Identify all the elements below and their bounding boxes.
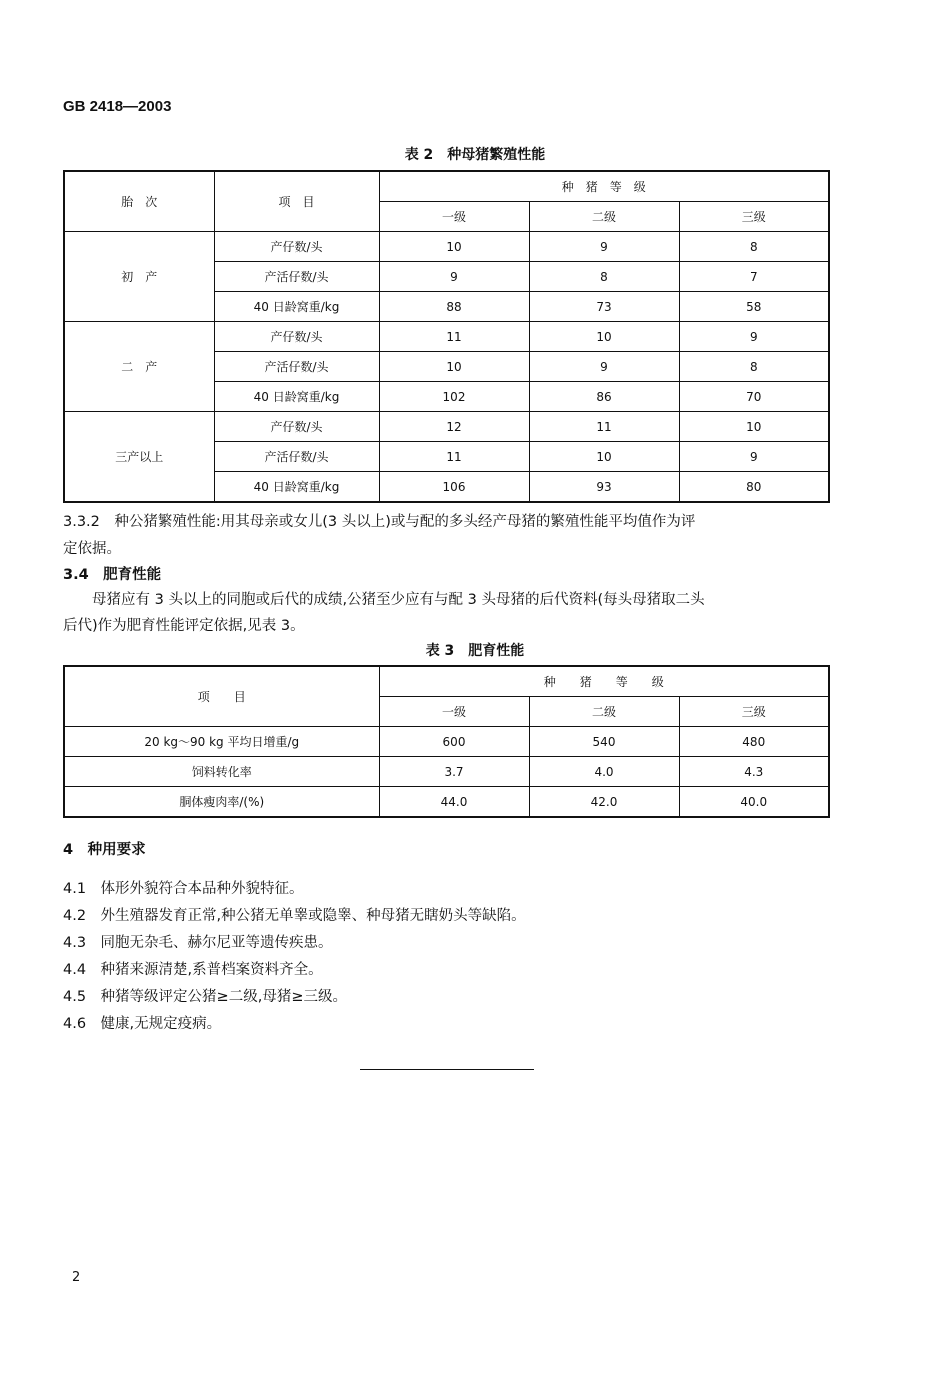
para-3-3-2-line2: 定依据。 xyxy=(63,541,121,557)
table2-sow-reproduction xyxy=(63,170,830,503)
requirement-item: 4.1 体形外貌符合本品种外貌特征。 xyxy=(63,881,304,897)
value-cell: 9 xyxy=(529,352,679,382)
value-cell: 600 xyxy=(379,727,529,757)
table2-caption: 表 2 种母猪繁殖性能 xyxy=(404,147,546,163)
value-cell: 9 xyxy=(679,442,829,472)
para-3-4-line1: 母猪应有 3 头以上的同胞或后代的成绩,公猪至少应有与配 3 头母猪的后代资料(每头母猪取二头 xyxy=(63,592,705,608)
parity-cell: 二 产 xyxy=(64,322,214,412)
value-cell: 12 xyxy=(379,412,529,442)
value-cell: 3.7 xyxy=(379,757,529,787)
value-cell: 106 xyxy=(379,472,529,503)
section-3-4-heading: 3.4 肥育性能 xyxy=(63,567,162,583)
requirement-item: 4.4 种猪来源清楚,系普档案资料齐全。 xyxy=(63,962,323,978)
item-cell: 40 日龄窝重/kg xyxy=(214,382,379,412)
item-cell: 20 kg～90 kg 平均日增重/g xyxy=(64,727,379,757)
value-cell: 8 xyxy=(529,262,679,292)
header-grade-3: 三级 xyxy=(679,697,829,727)
header-grade-1: 一级 xyxy=(379,697,529,727)
table-row xyxy=(64,232,829,262)
table3-fattening xyxy=(63,665,830,818)
standard-header: GB 2418—2003 xyxy=(63,98,172,115)
para-3-4-line2: 后代)作为肥育性能评定依据,见表 3。 xyxy=(63,618,305,634)
table-row xyxy=(64,757,829,787)
item-cell: 产仔数/头 xyxy=(214,232,379,262)
value-cell: 73 xyxy=(529,292,679,322)
value-cell: 10 xyxy=(529,322,679,352)
value-cell: 10 xyxy=(529,442,679,472)
section-4-heading: 4 种用要求 xyxy=(63,842,146,858)
item-cell: 40 日龄窝重/kg xyxy=(214,292,379,322)
value-cell: 86 xyxy=(529,382,679,412)
item-cell: 产仔数/头 xyxy=(214,322,379,352)
header-item: 项 目 xyxy=(214,171,379,232)
value-cell: 42.0 xyxy=(529,787,679,818)
table-row xyxy=(64,787,829,818)
header-grade-3: 三级 xyxy=(679,202,829,232)
value-cell: 40.0 xyxy=(679,787,829,818)
value-cell: 8 xyxy=(679,232,829,262)
item-cell: 产活仔数/头 xyxy=(214,442,379,472)
item-cell: 40 日龄窝重/kg xyxy=(214,472,379,503)
page-number: 2 xyxy=(72,1270,81,1285)
value-cell: 102 xyxy=(379,382,529,412)
table-row xyxy=(64,322,829,352)
value-cell: 10 xyxy=(379,232,529,262)
table-row xyxy=(64,412,829,442)
header-grade-1: 一级 xyxy=(379,202,529,232)
value-cell: 9 xyxy=(379,262,529,292)
end-rule xyxy=(360,1069,534,1070)
requirement-item: 4.6 健康,无规定疫病。 xyxy=(63,1016,222,1032)
value-cell: 4.3 xyxy=(679,757,829,787)
parity-cell: 三产以上 xyxy=(64,412,214,503)
item-cell: 产仔数/头 xyxy=(214,412,379,442)
value-cell: 80 xyxy=(679,472,829,503)
value-cell: 10 xyxy=(379,352,529,382)
header-grade: 种 猪 等 级 xyxy=(379,666,829,697)
value-cell: 480 xyxy=(679,727,829,757)
value-cell: 11 xyxy=(379,442,529,472)
item-cell: 产活仔数/头 xyxy=(214,352,379,382)
requirement-item: 4.2 外生殖器发育正常,种公猪无单睾或隐睾、种母猪无瞎奶头等缺陷。 xyxy=(63,908,526,924)
value-cell: 70 xyxy=(679,382,829,412)
value-cell: 11 xyxy=(379,322,529,352)
item-cell: 胴体瘦肉率/(%) xyxy=(64,787,379,818)
value-cell: 4.0 xyxy=(529,757,679,787)
header-parity: 胎 次 xyxy=(64,171,214,232)
header-grade-2: 二级 xyxy=(529,202,679,232)
value-cell: 9 xyxy=(529,232,679,262)
requirement-item: 4.3 同胞无杂毛、赫尔尼亚等遗传疾患。 xyxy=(63,935,333,951)
value-cell: 88 xyxy=(379,292,529,322)
parity-cell: 初 产 xyxy=(64,232,214,322)
para-3-3-2-line1: 3.3.2 种公猪繁殖性能:用其母亲或女儿(3 头以上)或与配的多头经产母猪的繁殖性能平均值作为评 xyxy=(63,514,696,530)
header-item: 项 目 xyxy=(64,666,379,727)
value-cell: 7 xyxy=(679,262,829,292)
header-grade-2: 二级 xyxy=(529,697,679,727)
table-row xyxy=(64,727,829,757)
value-cell: 93 xyxy=(529,472,679,503)
value-cell: 8 xyxy=(679,352,829,382)
value-cell: 44.0 xyxy=(379,787,529,818)
header-grade: 种 猪 等 级 xyxy=(379,171,829,202)
value-cell: 58 xyxy=(679,292,829,322)
value-cell: 11 xyxy=(529,412,679,442)
table3-caption: 表 3 肥育性能 xyxy=(425,643,525,659)
value-cell: 10 xyxy=(679,412,829,442)
item-cell: 产活仔数/头 xyxy=(214,262,379,292)
requirement-item: 4.5 种猪等级评定公猪≥二级,母猪≥三级。 xyxy=(63,989,347,1005)
value-cell: 540 xyxy=(529,727,679,757)
value-cell: 9 xyxy=(679,322,829,352)
item-cell: 饲料转化率 xyxy=(64,757,379,787)
